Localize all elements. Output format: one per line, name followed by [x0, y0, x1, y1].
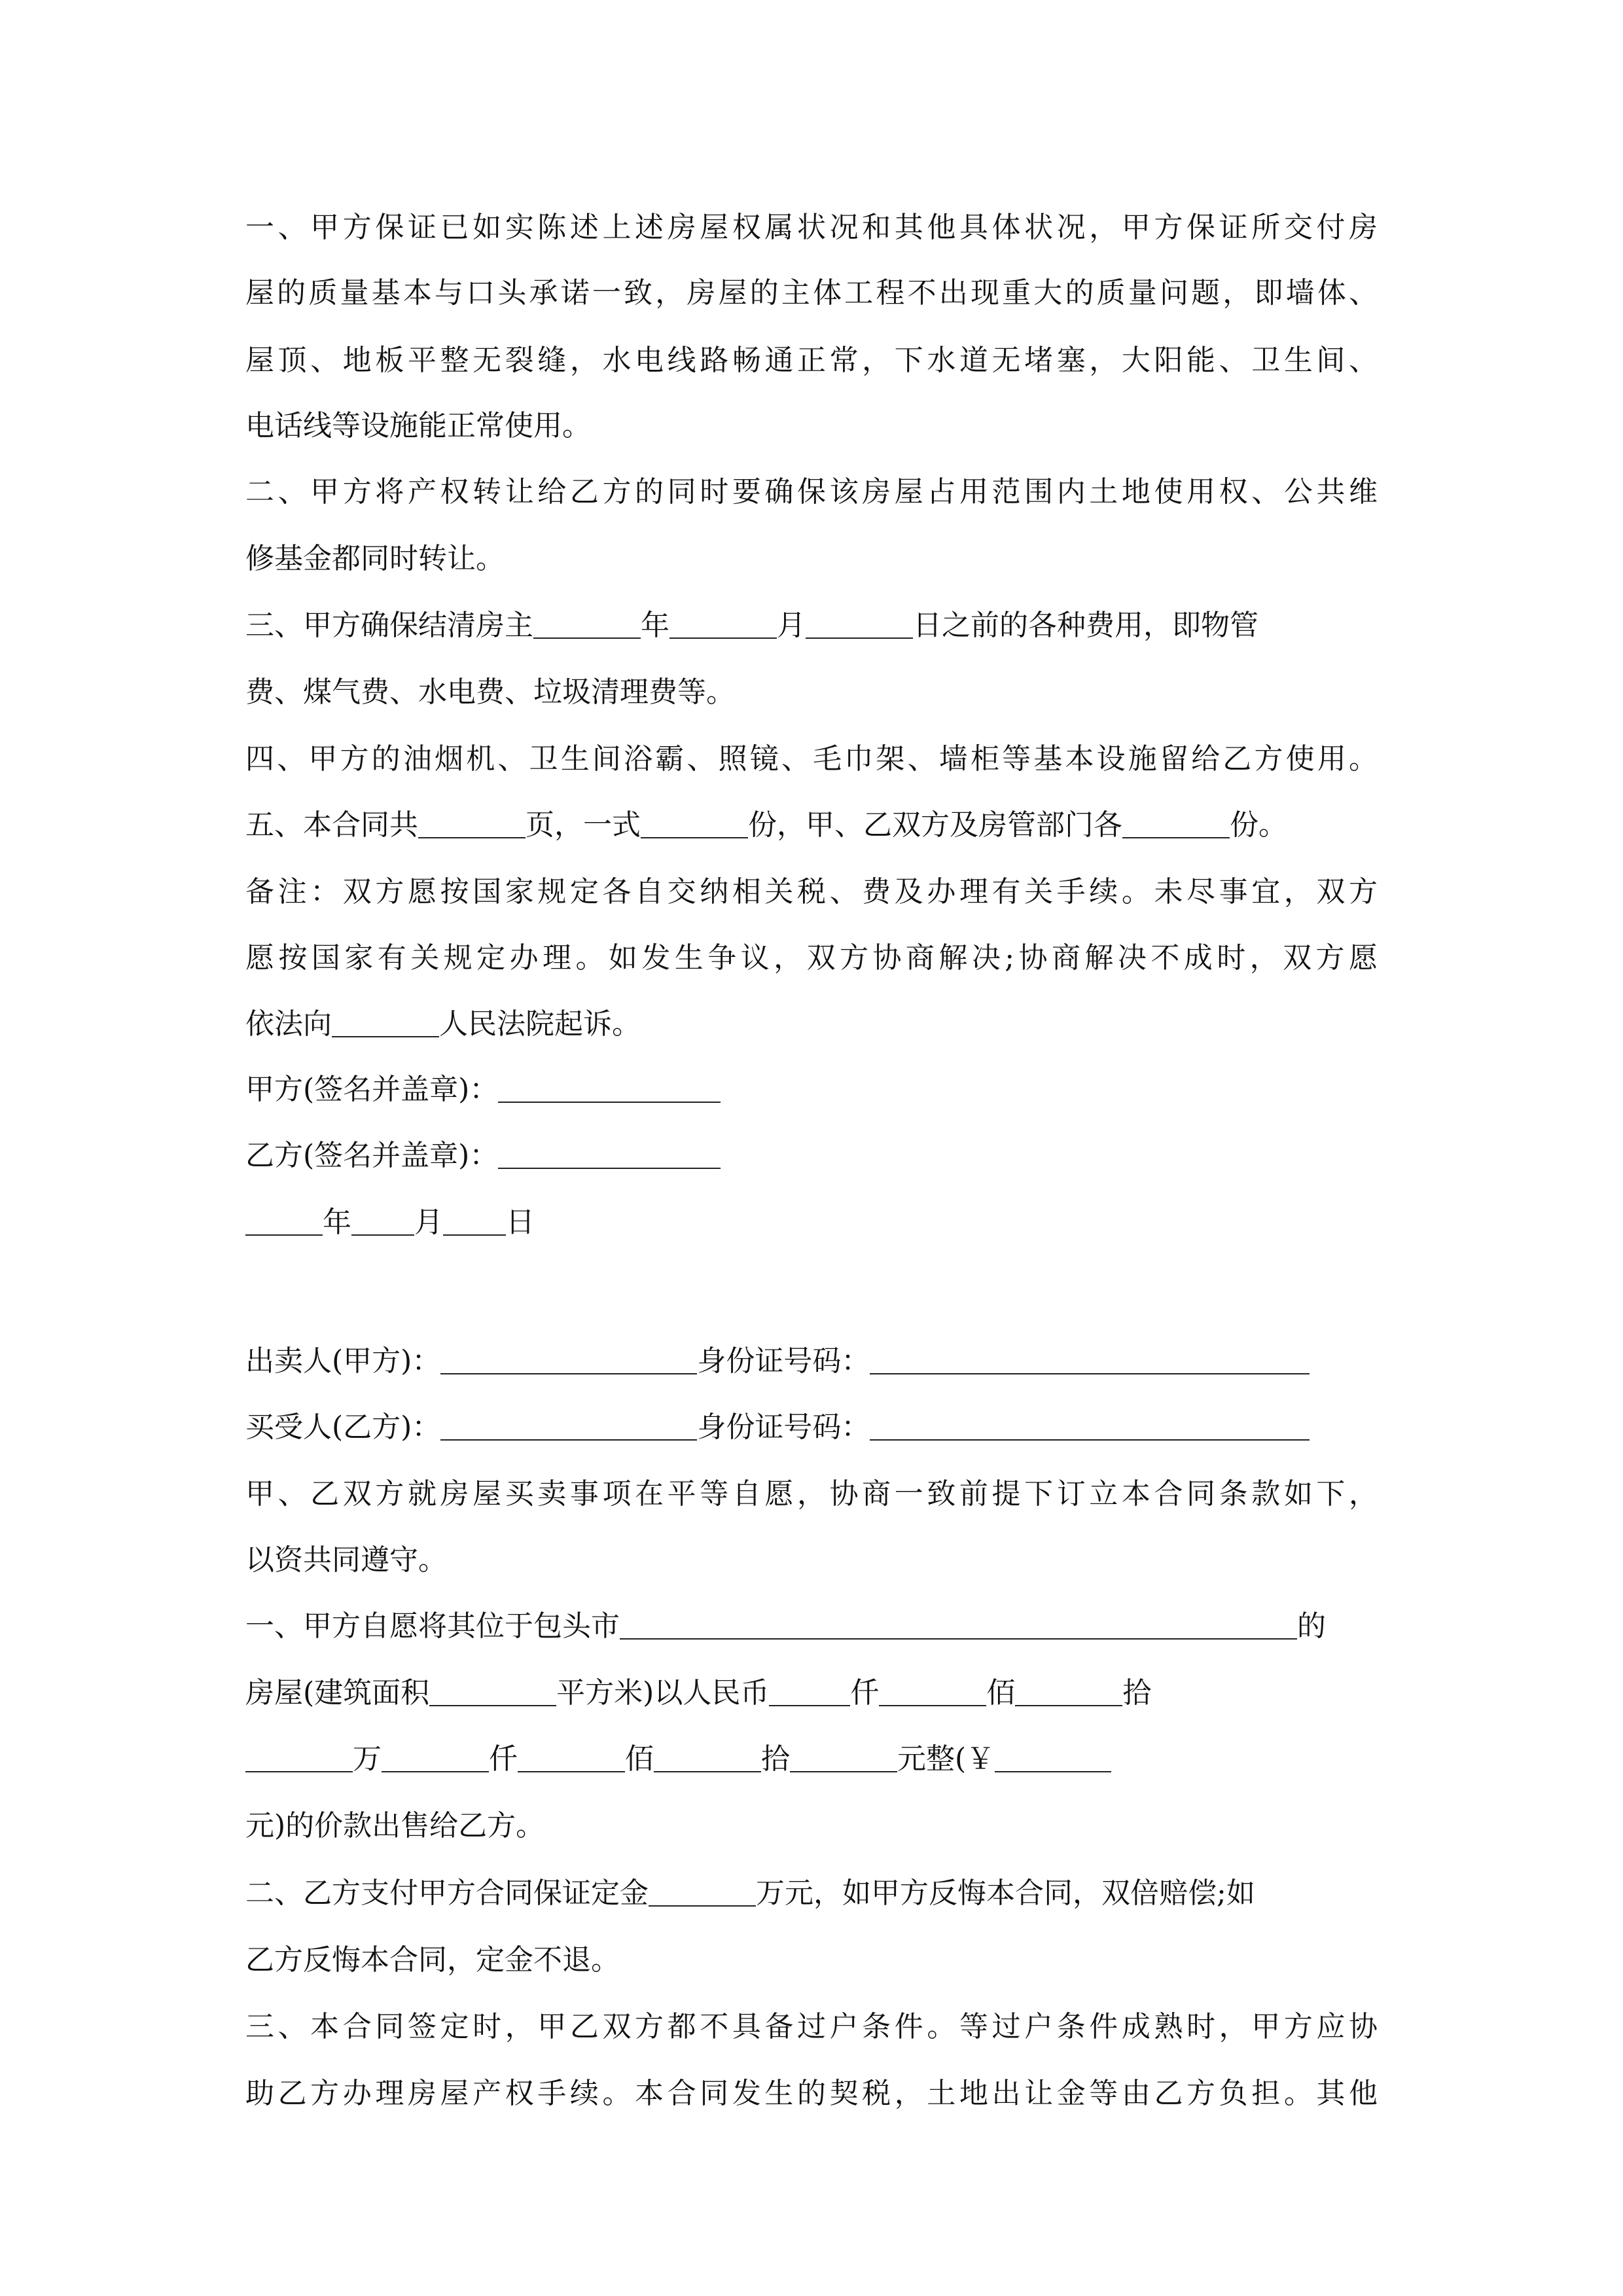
seller-label: 出卖人(甲方)： — [245, 1344, 441, 1378]
clause-b2-line-2: 乙方反悔本合同，定金不退。 — [245, 1943, 620, 1977]
note-text-b: 人民法院起诉。 — [439, 1007, 641, 1041]
clause-b2-text-a: 二、乙方支付甲方合同保证定金 — [245, 1876, 649, 1910]
sign-date-month: 月 — [414, 1206, 443, 1239]
buyer-label: 买受人(乙方)： — [245, 1410, 441, 1444]
clause-b1-text-i: 仟 — [489, 1742, 518, 1776]
clause-a5-line-1 — [245, 806, 1287, 845]
signature-party-b — [245, 1136, 721, 1175]
blank-sign-month[interactable] — [351, 1208, 414, 1236]
blank-buyer-name[interactable] — [440, 1413, 697, 1441]
note-text-a: 依法向 — [245, 1007, 332, 1041]
clause-b2-text-b: 万元，如甲方反悔本合同，双倍赔偿;如 — [756, 1876, 1255, 1910]
clause-a3-line-1 — [245, 606, 1258, 645]
clause-b1-text-g: 拾 — [1122, 1676, 1152, 1710]
blank-page-count[interactable] — [418, 811, 526, 838]
blank-price-1[interactable] — [769, 1679, 850, 1706]
note-line-2: 愿按国家有关规定办理。如发生争议，双方协商解决;协商解决不成时，双方愿 — [245, 941, 1378, 975]
clause-a3-text-a: 三、甲方确保结清房主 — [245, 609, 533, 642]
clause-a1-line-2: 屋的质量基本与口头承诺一致，房屋的主体工程不出现重大的质量问题，即墙体、 — [245, 276, 1378, 310]
clause-b1-line-3 — [245, 1740, 1111, 1779]
intro-line-1: 甲、乙双方就房屋买卖事项在平等自愿，协商一致前提下订立本合同条款如下， — [245, 1477, 1378, 1511]
blank-court[interactable] — [332, 1010, 439, 1037]
clause-b1-text-c: 房屋(建筑面积 — [245, 1676, 430, 1710]
clause-a5-text-c: 份，甲、乙双方及房管部门各 — [748, 808, 1122, 842]
clause-a5-text-a: 五、本合同共 — [245, 808, 418, 842]
clause-b1-line-4: 元)的价款出售给乙方。 — [245, 1809, 545, 1842]
clause-a3-text-d: 日之前的各种费用，即物管 — [913, 609, 1258, 642]
blank-signature-b[interactable] — [498, 1141, 721, 1169]
blank-price-3[interactable] — [1015, 1679, 1122, 1706]
sign-date-year: 年 — [323, 1206, 351, 1239]
clause-b1-text-k: 拾 — [761, 1742, 790, 1776]
blank-house-location[interactable] — [620, 1612, 1297, 1640]
blank-price-7[interactable] — [654, 1745, 761, 1772]
clause-a3-line-2: 费、煤气费、水电费、垃圾清理费等。 — [245, 675, 735, 709]
clause-b1-text-h: 万 — [353, 1742, 382, 1776]
note-line-3 — [245, 1005, 641, 1044]
blank-sign-day[interactable] — [443, 1208, 506, 1236]
note-line-1: 备注：双方愿按国家规定各自交纳相关税、费及办理有关手续。未尽事宜，双方 — [245, 875, 1378, 908]
clause-b2-line-1 — [245, 1874, 1255, 1913]
blank-copy-count[interactable] — [641, 811, 748, 838]
clause-a1-line-4: 电话线等设施能正常使用。 — [245, 409, 591, 442]
blank-price-6[interactable] — [518, 1745, 625, 1772]
signature-party-b-label: 乙方(签名并盖章)： — [245, 1139, 499, 1172]
clause-b1-text-j: 佰 — [625, 1742, 654, 1776]
clause-a5-text-d: 份。 — [1230, 808, 1287, 842]
clause-a1-line-1: 一、甲方保证已如实陈述上述房屋权属状况和其他具体状况，甲方保证所交付房 — [245, 211, 1378, 244]
clause-b1-text-e: 仟 — [850, 1676, 880, 1710]
seller-id-label: 身份证号码： — [697, 1344, 870, 1378]
blank-price-2[interactable] — [879, 1679, 986, 1706]
signature-party-a-label: 甲方(签名并盖章)： — [245, 1073, 499, 1106]
blank-each-count[interactable] — [1122, 811, 1230, 838]
clause-a2-line-2: 修基金都同时转让。 — [245, 542, 505, 575]
clause-b1-line-2 — [245, 1674, 1151, 1713]
blank-settle-day[interactable] — [806, 611, 913, 639]
blank-seller-id[interactable] — [870, 1347, 1310, 1374]
blank-deposit[interactable] — [649, 1879, 756, 1907]
blank-buyer-id[interactable] — [870, 1413, 1310, 1441]
blank-settle-month[interactable] — [669, 611, 777, 639]
clause-a4-line-1: 四、甲方的油烟机、卫生间浴霸、照镜、毛巾架、墙柜等基本设施留给乙方使用。 — [245, 742, 1378, 776]
blank-price-4[interactable] — [245, 1745, 353, 1772]
blank-price-5[interactable] — [382, 1745, 489, 1772]
clause-b3-line-2: 助乙方办理房屋产权手续。本合同发生的契税，土地出让金等由乙方负担。其他 — [245, 2077, 1378, 2110]
sign-date — [245, 1203, 535, 1242]
clause-b1-line-1 — [245, 1607, 1326, 1646]
sign-date-day: 日 — [506, 1206, 535, 1239]
clause-a1-line-3: 屋顶、地板平整无裂缝，水电线路畅通正常，下水道无堵塞，大阳能、卫生间、 — [245, 344, 1378, 377]
clause-a3-text-c: 月 — [777, 609, 806, 642]
clause-a2-line-1: 二、甲方将产权转让给乙方的同时要确保该房屋占用范围内土地使用权、公共维 — [245, 475, 1378, 509]
clause-a3-text-b: 年 — [641, 609, 669, 642]
blank-area[interactable] — [429, 1679, 556, 1706]
blank-signature-a[interactable] — [498, 1075, 721, 1103]
signature-party-a — [245, 1070, 721, 1109]
clause-b3-line-1: 三、本合同签定时，甲乙双方都不具备过户条件。等过户条件成熟时，甲方应协 — [245, 2010, 1378, 2043]
clause-b1-text-b: 的 — [1297, 1609, 1326, 1643]
blank-sign-year[interactable] — [245, 1208, 323, 1236]
blank-seller-name[interactable] — [440, 1347, 697, 1374]
intro-line-2: 以资共同遵守。 — [245, 1543, 447, 1577]
blank-settle-year[interactable] — [533, 611, 641, 639]
clause-b1-text-l: 元整(￥ — [897, 1742, 995, 1776]
clause-b1-text-f: 佰 — [986, 1676, 1016, 1710]
clause-b1-text-a: 一、甲方自愿将其位于包头市 — [245, 1609, 620, 1643]
clause-b1-text-d: 平方米)以人民币 — [556, 1676, 770, 1710]
clause-a5-text-b: 页，一式 — [526, 808, 641, 842]
buyer-line — [245, 1408, 1310, 1447]
blank-price-total[interactable] — [995, 1745, 1111, 1772]
seller-line — [245, 1342, 1310, 1381]
buyer-id-label: 身份证号码： — [697, 1410, 870, 1444]
blank-price-8[interactable] — [790, 1745, 897, 1772]
